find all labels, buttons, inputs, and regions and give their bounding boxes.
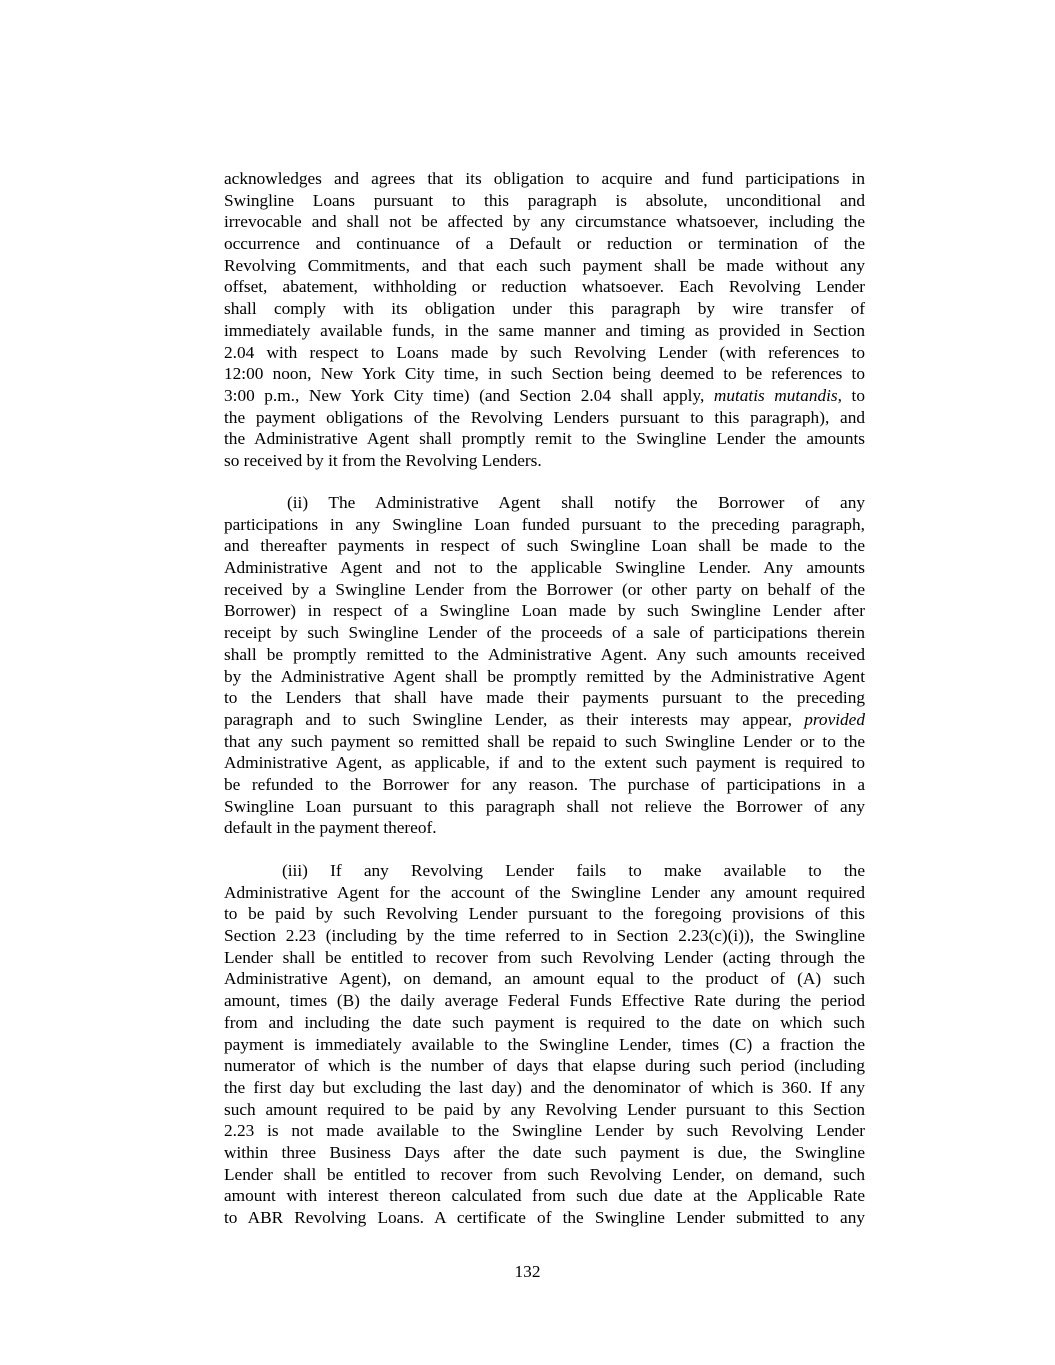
text-line: participations in any Swingline Loan funded pursuant to the preceding paragraph,	[224, 514, 865, 534]
text-line: and thereafter payments in respect of such Swingline Loan shall be made to the	[224, 536, 865, 556]
text-line: Administrative Agent, as applicable, if and to the extent such payment is required to	[224, 753, 865, 773]
text-line-with-italic	[224, 709, 865, 731]
text-line: amount, times (B) the daily average Federal Funds Effective Rate during the period	[224, 991, 865, 1011]
text-line: Administrative Agent for the account of the Swingline Lender any amount required	[224, 882, 865, 902]
text-line: Swingline Loans pursuant to this paragraph is absolute, unconditional and	[224, 190, 865, 210]
text-line: Administrative Agent and not to the applicable Swingline Lender. Any amounts	[224, 558, 865, 578]
italic-phrase: mutatis mutandis	[713, 385, 838, 405]
paragraph-iii	[224, 860, 865, 1229]
text-line: receipt by such Swingline Lender of the proceeds of a sale of participations therein	[224, 623, 865, 643]
text-line: numerator of which is the number of days that elapse during such period (including	[224, 1056, 865, 1076]
text-line: offset, abatement, withholding or reduction whatsoever. Each Revolving Lender	[224, 277, 865, 297]
text-line: immediately available funds, in the same manner and timing as provided in Section	[224, 320, 865, 340]
text-line: 12:00 noon, New York City time, in such Section being deemed to be references to	[224, 364, 865, 384]
text-line: 2.23 is not made available to the Swingline Lender by such Revolving Lender	[224, 1121, 865, 1141]
text-line: Revolving Commitments, and that each such payment shall be made without any	[224, 255, 865, 275]
text-line: Lender shall be entitled to recover from such Revolving Lender, on demand, such	[224, 1164, 865, 1184]
text-line: from and including the date such payment is required to the date on which such	[224, 1012, 865, 1032]
text-line: that any such payment so remitted shall be repaid to such Swingline Lender or to the	[224, 731, 865, 751]
text-line: acknowledges and agrees that its obligation to acquire and fund participations in	[224, 169, 865, 188]
paragraph-ii	[224, 492, 865, 839]
text-line: occurrence and continuance of a Default or reduction or termination of the	[224, 234, 865, 254]
text-line: default in the payment thereof.	[224, 818, 437, 838]
text-line: shall comply with its obligation under this paragraph by wire transfer of	[224, 299, 865, 319]
text-line: to the Lenders that shall have made their payments pursuant to the preceding	[224, 688, 865, 708]
text-line-with-italic	[224, 385, 865, 407]
text-line: 2.04 with respect to Loans made by such Revolving Lender (with references to	[224, 342, 865, 362]
text-line: such amount required to be paid by any Revolving Lender pursuant to this Section	[224, 1099, 865, 1119]
text-line: to be paid by such Revolving Lender pursuant to the foregoing provisions of this	[224, 904, 865, 924]
text-line: within three Business Days after the date such payment is due, the Swingline	[224, 1142, 865, 1162]
text-line: Administrative Agent), on demand, an amount equal to the product of (A) such	[224, 969, 865, 989]
page-number: 132	[514, 1262, 541, 1281]
text-line: (iii) If any Revolving Lender fails to make available to the	[282, 861, 865, 880]
text-line: so received by it from the Revolving Lenders.	[224, 450, 542, 470]
text-line: received by a Swingline Lender from the Borrower (or other party on behalf of the	[224, 579, 865, 599]
text-segment: 3:00 p.m., New York City time) (and Section 2.04 shall apply,	[224, 385, 714, 405]
text-line: Borrower) in respect of a Swingline Loan made by such Swingline Lender after	[224, 601, 865, 621]
text-line: be refunded to the Borrower for any reason. The purchase of participations in a	[224, 774, 865, 794]
text-line: irrevocable and shall not be affected by any circumstance whatsoever, including the	[224, 212, 865, 232]
paragraph-continuation	[224, 168, 865, 472]
text-line: by the Administrative Agent shall be promptly remitted by the Administrative Agent	[224, 666, 865, 686]
text-segment: , to	[837, 385, 865, 405]
text-line: the first day but excluding the last day) and the denominator of which is 360. If any	[224, 1077, 865, 1097]
text-line: Section 2.23 (including by the time referred to in Section 2.23(c)(i)), the Swingline	[224, 926, 865, 946]
text-line: amount with interest thereon calculated from such due date at the Applicable Rate	[224, 1186, 865, 1206]
text-line: Swingline Loan pursuant to this paragraph shall not relieve the Borrower of any	[224, 796, 865, 816]
text-line: payment is immediately available to the Swingline Lender, times (C) a fraction the	[224, 1034, 865, 1054]
text-line: shall be promptly remitted to the Administrative Agent. Any such amounts received	[224, 644, 865, 664]
text-line: the payment obligations of the Revolving Lenders pursuant to this paragraph), and	[224, 407, 865, 427]
text-line: the Administrative Agent shall promptly remit to the Swingline Lender the amounts	[224, 429, 865, 449]
text-line: to ABR Revolving Loans. A certificate of the Swingline Lender submitted to any	[224, 1208, 865, 1227]
text-line: (ii) The Administrative Agent shall notify the Borrower of any	[287, 493, 865, 512]
text-line: Lender shall be entitled to recover from such Revolving Lender (acting through the	[224, 947, 865, 967]
text-segment: paragraph and to such Swingline Lender, as their interests may appear,	[224, 709, 805, 729]
italic-phrase: provided	[804, 709, 865, 729]
